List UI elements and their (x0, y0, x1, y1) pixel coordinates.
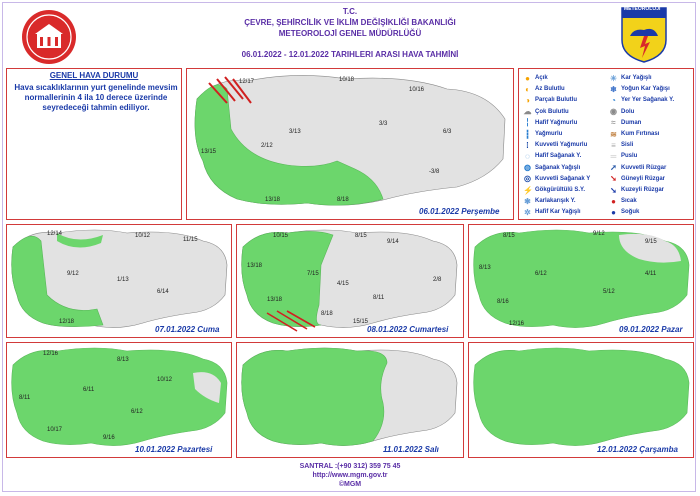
legend-label: Dolu (621, 108, 635, 115)
legend-label: Kar Yağışlı (621, 75, 652, 81)
header-date-range: 06.01.2022 - 12.01.2022 TARIHLERI ARASI HAVA TAHMİNİ (241, 50, 459, 59)
legend-symbol-icon: ➚ (610, 163, 617, 173)
temp-label: 8/11 (19, 395, 31, 401)
legend-label: Güneyli Rüzgar (621, 175, 666, 182)
legend-symbol-icon: ◔ (611, 95, 616, 105)
legend-label: Açık (535, 75, 548, 81)
legend-item (523, 196, 576, 206)
temp-label: 15/15 (353, 319, 369, 325)
temp-label: 12/18 (59, 319, 75, 325)
legend-item (523, 207, 581, 217)
header-line2: ÇEVRE, ŞEHİRCİLİK VE İKLİM DEĞİŞİKLİĞİ BAKANLIĞI (244, 18, 456, 27)
legend-item (609, 140, 633, 150)
temp-label: 11/15 (183, 237, 198, 243)
temp-label: 13/18 (267, 297, 283, 303)
temp-label: 10/15 (273, 233, 289, 239)
temp-label: 10/12 (157, 377, 173, 383)
map-panel-day7 (468, 342, 694, 458)
legend-item (609, 84, 670, 94)
legend-item (609, 185, 664, 195)
temp-label: 6/12 (131, 409, 143, 415)
legend-label: Parçalı Bulutlu (535, 97, 578, 104)
temp-label: 5/12 (603, 289, 615, 295)
temp-label: 9/16 (103, 435, 115, 441)
legend-symbol-icon: ◐ (525, 84, 530, 94)
legend-item (523, 84, 565, 94)
legend-label: Sağanak Yağışlı (535, 164, 581, 171)
temp-label: 8/15 (503, 233, 515, 239)
legend-symbol-icon: ● (525, 73, 530, 83)
temp-label: 8/18 (337, 197, 349, 203)
legend-item (523, 151, 581, 161)
legend-symbol-icon: ✲ (524, 207, 531, 217)
legend-label: Çok Bulutlu (535, 108, 569, 115)
temp-label: 6/3 (443, 129, 452, 135)
legend-label: Karlakarışık Y. (535, 198, 576, 205)
header-line1: T.C. (342, 7, 358, 16)
temp-label: 8/13 (117, 357, 129, 363)
map-panel-day2 (6, 224, 232, 338)
legend-item (523, 73, 548, 83)
legend-label: Kuvvetli Rüzgar (621, 164, 667, 171)
legend-symbol-icon: ➘ (610, 185, 617, 195)
legend-item (523, 107, 569, 117)
legend-symbol-icon: ┇ (525, 129, 530, 139)
legend-label: Soğuk (621, 209, 640, 216)
map-panel-day6 (236, 342, 464, 458)
temp-label: 2/8 (433, 277, 442, 283)
legend-symbol-icon: ❄ (610, 84, 617, 94)
legend-item (609, 107, 634, 117)
genel-hava-title: GENEL HAVA DURUMU (49, 71, 139, 80)
temp-label: -3/8 (429, 169, 440, 175)
temp-label: 10/17 (47, 427, 63, 433)
turkey-map-day4 (469, 225, 693, 337)
legend-item (523, 163, 580, 173)
legend-item (523, 95, 577, 105)
legend-label: Sisli (621, 142, 634, 149)
genel-hava-panel (6, 68, 182, 220)
legend-symbol-icon: ◍ (524, 163, 531, 173)
legend-panel (518, 68, 694, 220)
temp-label: 12/16 (43, 351, 59, 357)
turkey-map-day7 (469, 343, 693, 457)
map-date-day5: 10.01.2022 Pazartesi (135, 445, 213, 454)
legend-label: Kuzeyli Rüzgar (621, 187, 665, 193)
temp-label: 4/15 (337, 281, 349, 287)
temp-label: 9/12 (67, 271, 79, 277)
turkey-map-day3 (237, 225, 463, 337)
legend-symbol-icon: ≡ (611, 140, 616, 150)
temp-label: 8/11 (373, 295, 385, 301)
turkey-map-day1 (187, 69, 513, 219)
temp-label: 13/18 (265, 197, 281, 203)
temp-label: 6/12 (535, 271, 547, 277)
legend-symbol-icon: ⚡ (523, 185, 533, 195)
temp-label: 9/15 (645, 239, 657, 245)
temp-label: 10/18 (339, 77, 355, 83)
temp-label: 12/16 (509, 321, 525, 327)
legend-symbol-icon: ● (611, 196, 616, 206)
legend-item (609, 151, 637, 161)
legend-item (609, 73, 652, 83)
legend-symbol-icon: ☁ (523, 107, 532, 117)
legend-label: Puslu (621, 153, 638, 160)
mgm-logo-text: METEOROLOJİ (624, 6, 661, 12)
temp-label: 9/12 (593, 231, 605, 237)
legend-item (609, 196, 637, 206)
legend-symbol-icon: ◑ (525, 95, 530, 105)
temp-label: 12/17 (239, 79, 255, 85)
temp-label: 8/13 (479, 265, 491, 271)
map-date-day1: 06.01.2022 Perşembe (419, 207, 500, 216)
temp-label: 13/15 (201, 149, 217, 155)
legend-item (523, 118, 577, 128)
map-date-day6: 11.01.2022 Salı (383, 445, 439, 454)
legend-symbol-icon: ◎ (524, 174, 531, 184)
legend-label: Hafif Kar Yağışlı (535, 209, 581, 216)
legend-item (609, 95, 674, 105)
temp-label: 1/13 (117, 277, 129, 283)
map-panel-day3 (236, 224, 464, 338)
legend-item (523, 140, 587, 150)
temp-label: 13/18 (247, 263, 263, 269)
temp-label: 2/12 (261, 143, 273, 149)
footer-url[interactable]: http://www.mgm.gov.tr (312, 472, 388, 479)
map-date-day3: 08.01.2022 Cumartesi (367, 325, 449, 334)
legend-label: Yağmurlu (535, 131, 563, 137)
legend-symbol-icon: ═ (610, 151, 617, 161)
footer-copyright: ©MGM (338, 481, 362, 488)
temp-label: 4/11 (645, 271, 657, 277)
temp-label: 7/15 (307, 271, 319, 277)
map-date-day2: 07.01.2022 Cuma (155, 325, 220, 334)
temp-label: 3/13 (289, 129, 301, 135)
legend-symbol-icon: ✳ (610, 73, 617, 83)
legend-item (609, 118, 641, 128)
footer-phone: SANTRAL :(+90 312) 359 75 45 (299, 463, 401, 470)
legend-label: Hafif Sağanak Y. (535, 153, 582, 160)
legend-item (609, 163, 666, 173)
legend-item (609, 129, 659, 139)
map-date-day4: 09.01.2022 Pazar (619, 325, 683, 334)
temp-label: 10/16 (409, 87, 425, 93)
temp-label: 8/16 (497, 299, 509, 305)
legend-item (523, 129, 562, 139)
header-line3: METEOROLOJİ GENEL MÜDÜRLÜĞÜ (278, 29, 422, 38)
legend-label: Kuvvetli Yağmurlu (535, 142, 588, 149)
legend-symbol-icon: ● (611, 207, 616, 217)
map-panel-day4 (468, 224, 694, 338)
map-date-day7: 12.01.2022 Çarşamba (597, 445, 678, 454)
temp-label: 6/11 (83, 387, 95, 393)
legend-symbol-icon: ⁞ (526, 140, 529, 150)
legend-label: Hafif Yağmurlu (535, 119, 578, 126)
legend-item (523, 185, 585, 195)
legend-symbol-icon: ╎ (525, 118, 530, 128)
legend-label: Kuvvetli Sağanak Y (535, 175, 591, 182)
temp-label: 3/3 (379, 121, 388, 127)
temp-label: 8/15 (355, 233, 367, 239)
legend-label: Yer Yer Sağanak Y. (621, 97, 675, 104)
legend-item (523, 174, 590, 184)
legend-symbol-icon: ◉ (610, 107, 617, 117)
header (0, 6, 700, 60)
legend-label: Kum Fırtınası (621, 131, 660, 137)
legend-label: Duman (621, 119, 642, 126)
legend-label: Az Bulutlu (535, 86, 565, 93)
legend-label: Gökgürültülü S.Y. (535, 187, 586, 193)
footer (0, 462, 700, 489)
temp-label: 8/18 (321, 311, 333, 317)
legend-symbol-icon: ◌ (525, 151, 530, 161)
temp-label: 10/12 (135, 233, 151, 239)
map-panel-day1 (186, 68, 514, 220)
legend-symbol-icon: ≋ (610, 129, 617, 139)
temp-label: 9/14 (387, 239, 399, 245)
genel-hava-text: Hava sıcaklıklarının yurt genelinde mevsim normallerinin 4 ila 10 derece üzerinde seyredeceği tahmin ediliyor. (14, 83, 178, 112)
turkey-map-day6 (237, 343, 463, 457)
temp-label: 6/14 (157, 289, 169, 295)
legend-symbol-icon: ➘ (610, 174, 617, 184)
legend-label: Sıcak (621, 198, 637, 205)
map-panel-day5 (6, 342, 232, 458)
temp-label: 12/14 (47, 231, 63, 237)
legend-item (609, 207, 639, 217)
legend-symbol-icon: ≈ (611, 118, 616, 128)
legend-label: Yoğun Kar Yağışı (621, 86, 670, 93)
legend-symbol-icon: ✱ (524, 196, 531, 206)
legend-item (609, 174, 665, 184)
